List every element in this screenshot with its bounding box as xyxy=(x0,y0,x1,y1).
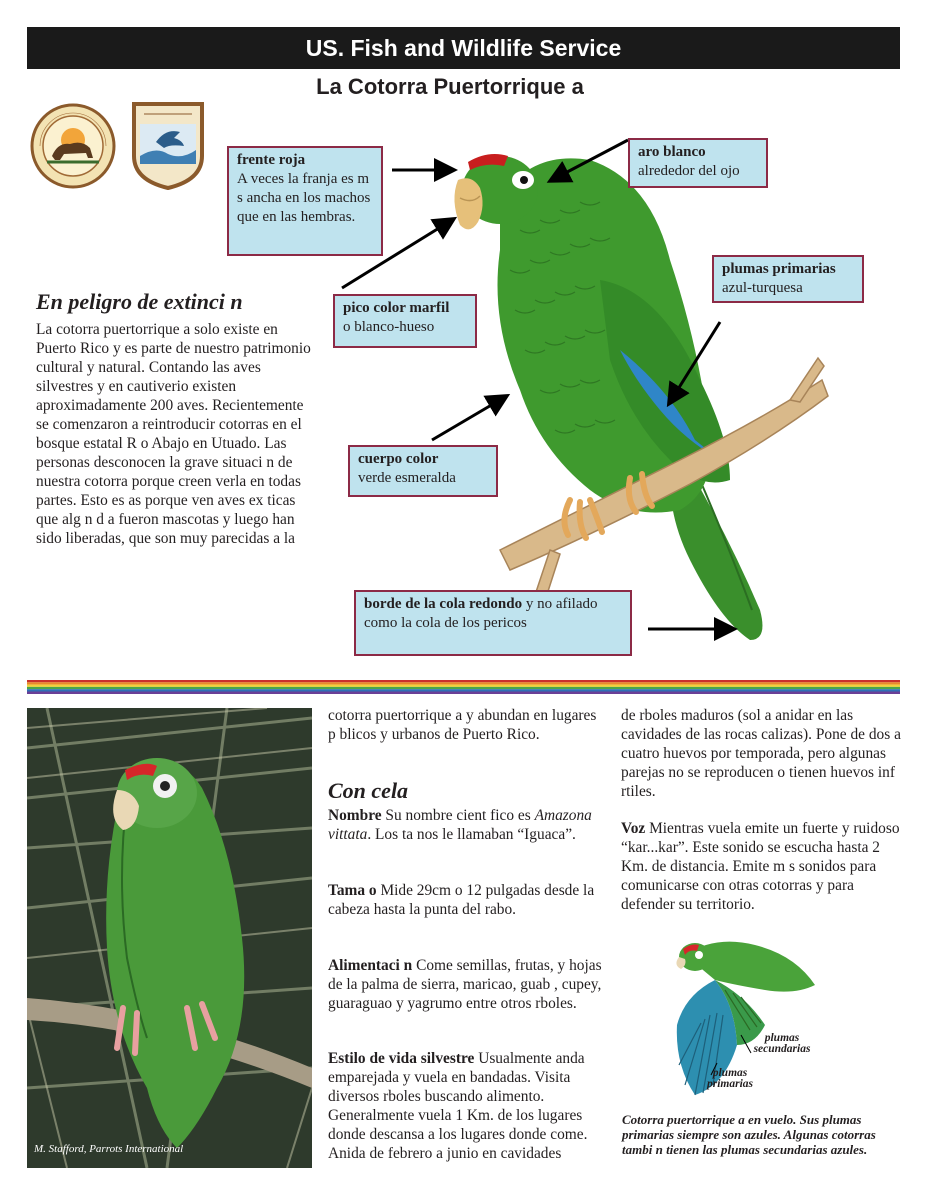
column2-continuation: cotorra puertorrique a y abundan en lugares p blicos y urbanos de Puerto Rico. xyxy=(328,707,597,743)
callout-cuerpo-color xyxy=(348,445,498,497)
callout-plumas-title: plumas primarias xyxy=(722,261,836,277)
callout-plumas-primarias xyxy=(712,255,864,303)
photo-credit: M. Stafford, Parrots International xyxy=(34,1143,184,1155)
callout-frente-text: A veces la franja es m s ancha en los machos que en las hembras. xyxy=(237,171,371,225)
callout-pico-text: o blanco-hueso xyxy=(343,319,435,335)
alimentacion-label: Alimentaci n xyxy=(328,957,413,974)
voz-label: Voz xyxy=(621,820,646,837)
agency-header: US. Fish and Wildlife Service xyxy=(27,27,900,69)
rainbow-divider xyxy=(27,680,900,694)
callout-aro-text: alrededor del ojo xyxy=(638,163,740,179)
estilo-label: Estilo de vida silvestre xyxy=(328,1050,475,1067)
callout-cola-title: borde de la cola redondo xyxy=(364,596,523,612)
callout-cola xyxy=(354,590,632,656)
nombre-text-1: Su nombre cient fico es xyxy=(381,807,535,824)
callout-aro-title: aro blanco xyxy=(638,144,706,160)
callout-plumas-text: azul-turquesa xyxy=(722,280,803,296)
tamano-text: Mide 29cm o 12 pulgadas desde la cabeza hasta la punta del rabo. xyxy=(328,882,595,918)
alimentacion-paragraph xyxy=(328,956,606,1013)
estilo-text: Usualmente anda emparejada y vuela en bandadas. Visita diversos rboles buscando alimento. Generalmente vuela 1 Km. de los lugares donde descansa a los lugares donde come. Anida de febrero a junio en cavidades xyxy=(328,1050,588,1162)
conocela-heading: Con cela xyxy=(328,778,409,803)
callout-frente-title: frente roja xyxy=(237,152,306,168)
intro-heading: En peligro de extinci n xyxy=(36,289,243,314)
nombre-paragraph xyxy=(328,806,606,844)
page-title: La Cotorra Puertorrique a xyxy=(316,74,584,99)
callout-frente-roja xyxy=(227,146,383,256)
flying-figure-caption: Cotorra puertorrique a en vuelo. Sus plumas primarias siempre son azules. Algunas cotorras tambi n tienen las plumas secundarias azules. xyxy=(622,1112,876,1157)
callout-aro-blanco xyxy=(628,138,768,188)
tamano-label: Tama o xyxy=(328,882,377,899)
nombre-scientific: Amazona vittata xyxy=(328,807,592,843)
label-plumas-primarias: plumas primarias xyxy=(706,1067,753,1090)
intro-body: La cotorra puertorrique a solo existe en Puerto Rico y es parte de nuestro patrimonio cultural y natural. Contando las aves silvestres y en cautiverio existen aproximadamente 200 aves. Recientemente se comenzaron a reintroducir cotorras en el bosque estatal R o Abajo en Utuado. Las personas desconocen la grave situaci n de nuestra cotorra porque creen verla en todas partes. Esto es as porque ven aves ex ticas que alg n d a fueron mascotas y luego han sido liberadas, que son muy parecidas a la xyxy=(36,321,311,547)
nombre-label: Nombre xyxy=(328,807,382,824)
tamano-paragraph xyxy=(328,881,606,919)
parrot-photo xyxy=(27,708,312,1168)
estilo-paragraph xyxy=(328,1049,606,1163)
callout-cuerpo-title: cuerpo color xyxy=(358,451,439,467)
alimentacion-text: Come semillas, frutas, y hojas de la palma de sierra, maricao, guab , cupey, guaraguao y yagrumo entre otros rboles. xyxy=(328,957,602,1012)
voz-paragraph xyxy=(621,819,903,914)
voz-text: Mientras vuela emite un fuerte y ruidoso “kar...kar”. Este sonido se escucha hasta 2 Km. de distancia. Emite m s sonidos para comunicarse con otras cotorras y para defender su territorio. xyxy=(621,820,900,913)
column3-continuation: de rboles maduros (sol a anidar en las cavidades de las rocas calizas). Pone de dos a cuatro huevos por temporada, pero algunas parejas no se reproducen o tienen huevos inf rtiles. xyxy=(621,707,901,800)
callout-pico-title: pico color marfil xyxy=(343,300,450,316)
callout-cola-text: y no afilado como la cola de los pericos xyxy=(364,596,598,631)
callout-cuerpo-text: verde esmeralda xyxy=(358,470,456,486)
nombre-text-2: . Los ta nos le llamaban “Iguaca”. xyxy=(367,826,576,843)
callout-pico-marfil xyxy=(333,294,477,348)
label-plumas-secundarias: plumas secundarias xyxy=(753,1032,811,1055)
